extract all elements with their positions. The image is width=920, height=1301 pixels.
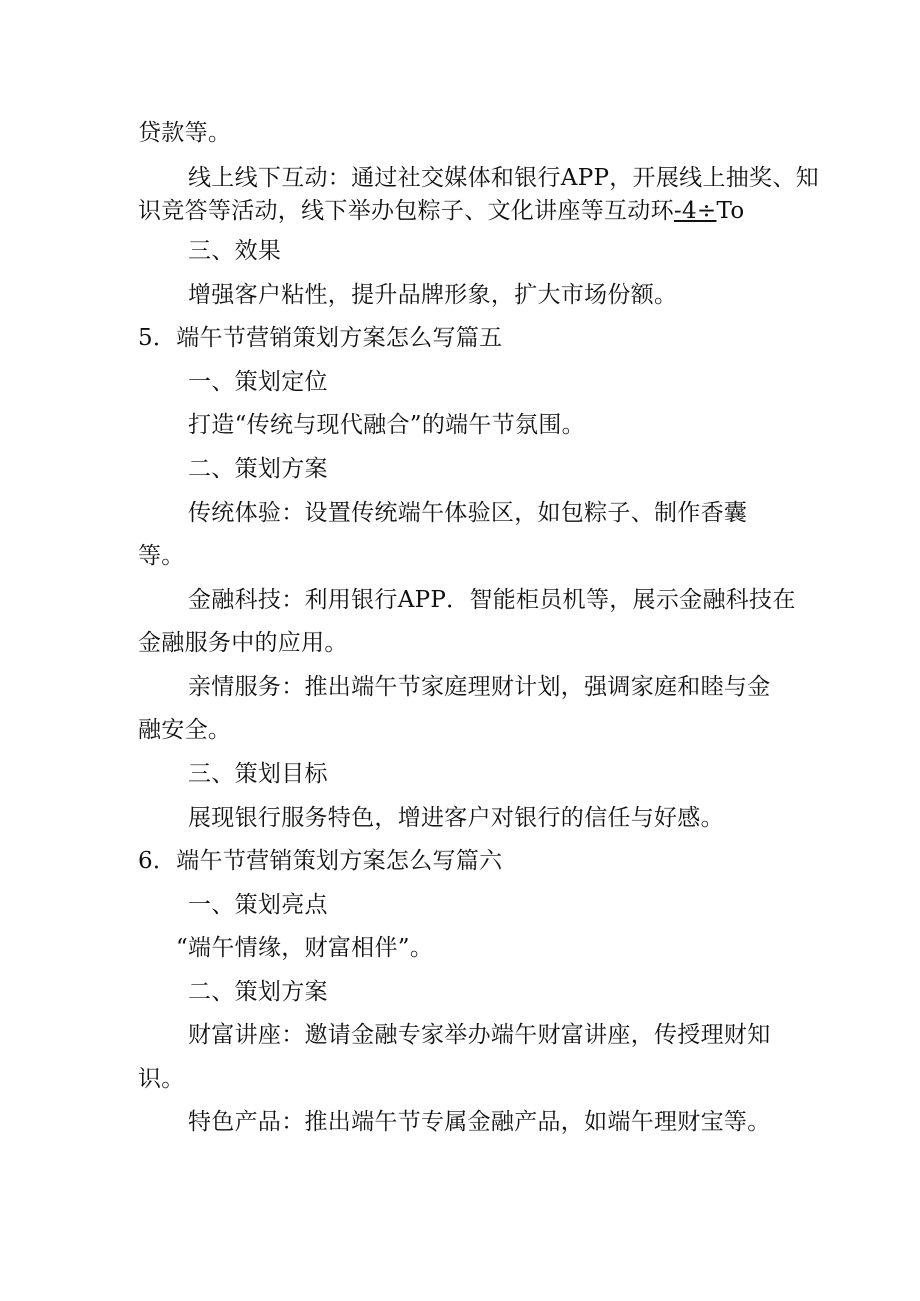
section-heading: 二、策划方案 [188,979,328,1005]
text-line-paragraph-continuation: 金融服务中的应用。 [138,630,348,656]
text-line-paragraph-continuation: 融安全。 [138,717,232,743]
text-line-continuation: 贷款等。 [138,120,232,146]
text-line-paragraph: 亲情服务：推出端午节家庭理财计划，强调家庭和睦与金 [188,674,771,700]
text-line-paragraph-continuation: 等。 [138,543,185,569]
text-line-paragraph: 增强客户粘性，提升品牌形象，扩大市场份额。 [188,282,678,308]
text-line-paragraph: 财富讲座：邀请金融专家举办端午财富讲座，传授理财知 [188,1022,771,1048]
text-line-paragraph: 线上线下互动：通过社交媒体和银行APP，开展线上抽奖、知 [188,165,819,191]
text-line-paragraph-continuation: 识。 [138,1066,185,1092]
section-heading: 三、效果 [188,238,282,264]
text-fragment: 识竞答等活动，线下举办包粽子、文化讲座等互动环 [138,198,674,224]
slogan-line: “端午情缘，财富相伴”。 [176,935,434,961]
text-line-paragraph: 金融科技：利用银行APP．智能柜员机等，展示金融科技在 [188,587,796,613]
text-line-paragraph: 展现银行服务特色，增进客户对银行的信任与好感。 [188,805,724,831]
article-heading: 6．端午节营销策划方案怎么写篇六 [138,848,503,874]
text-line-paragraph: 特色产品：推出端午节专属金融产品，如端午理财宝等。 [188,1109,771,1135]
text-line-paragraph: 打造“传统与现代融合”的端午节氛围。 [188,412,585,438]
text-line-paragraph-continuation [138,196,745,226]
section-heading: 三、策划目标 [188,761,328,787]
section-heading: 二、策划方案 [188,456,328,482]
section-heading: 一、策划定位 [188,369,328,395]
article-heading: 5．端午节营销策划方案怎么写篇五 [138,325,503,351]
text-line-paragraph: 传统体验：设置传统端午体验区，如包粽子、制作香囊 [188,500,748,526]
section-heading: 一、策划亮点 [188,892,328,918]
text-fragment-tail: To [716,198,745,224]
underlined-artifact: -4÷ [673,198,717,224]
